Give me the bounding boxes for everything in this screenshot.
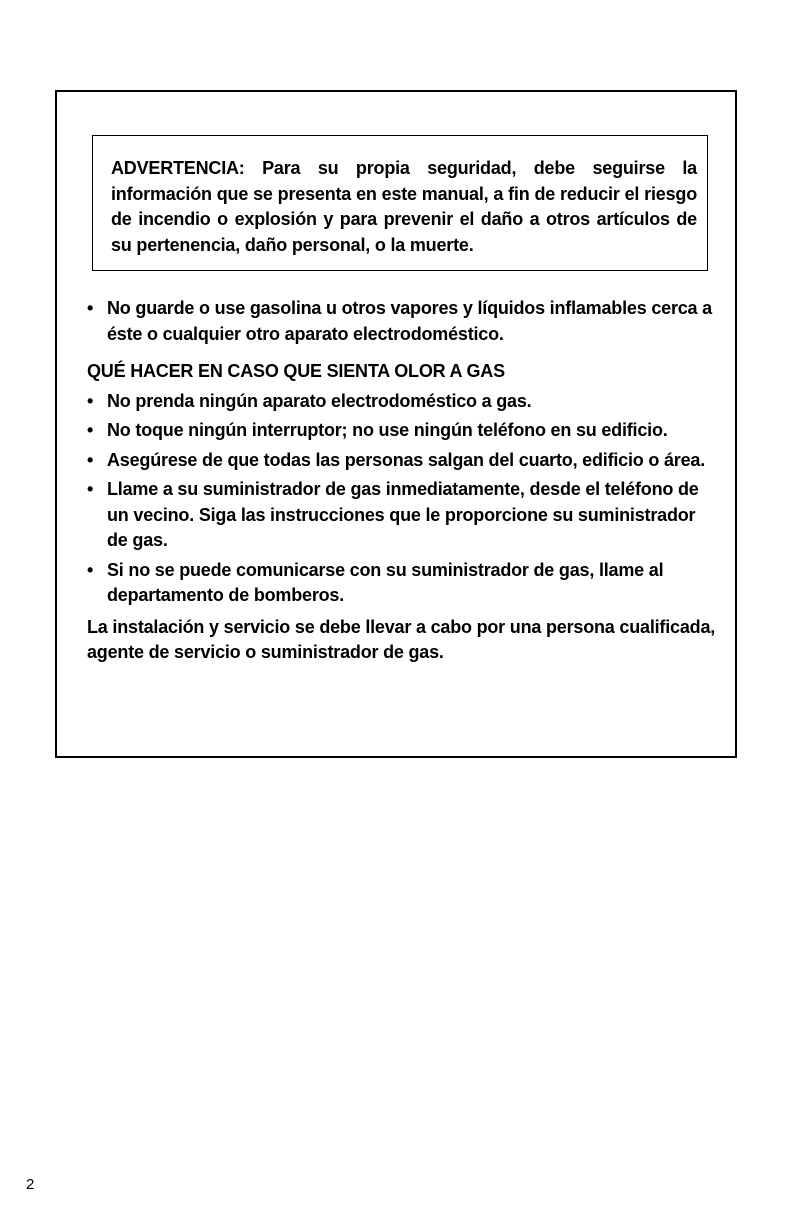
list-item: • No guarde o use gasolina u otros vapores y líquidos inflamables cerca a éste o cualquier otro aparato electrodoméstico. bbox=[87, 296, 717, 347]
gas-section-heading: QUÉ HACER EN CASO QUE SIENTA OLOR A GAS bbox=[87, 361, 505, 381]
warning-text: ADVERTENCIA: Para su propia seguridad, debe seguirse la información que se presenta en este manual, a fin de reducir el riesgo de incendio o explosión y para prevenir el daño a otros artículos de su pertenencia, daño personal, o la muerte. bbox=[111, 158, 697, 255]
page-number: 2 bbox=[26, 1176, 35, 1193]
safety-notice-box bbox=[55, 90, 737, 758]
list-item: • Asegúrese de que todas las personas salgan del cuarto, edificio o área. bbox=[87, 448, 717, 474]
installation-note: La instalación y servicio se debe llevar a cabo por una persona cualificada, agente de servicio o suministrador de gas. bbox=[87, 616, 716, 662]
warning-box bbox=[92, 135, 708, 271]
list-item: • No prenda ningún aparato electrodoméstico a gas. bbox=[87, 389, 717, 415]
list-item: • No toque ningún interruptor; no use ningún teléfono en su edificio. bbox=[87, 418, 717, 444]
list-item: • Si no se puede comunicarse con su suministrador de gas, llame al departamento de bomberos. bbox=[87, 558, 717, 609]
gas-bullet-list bbox=[87, 389, 717, 609]
intro-bullet-list bbox=[87, 296, 717, 347]
list-item: • Llame a su suministrador de gas inmediatamente, desde el teléfono de un vecino. Siga las instrucciones que le proporcione su suministrador de gas. bbox=[87, 477, 717, 554]
safety-content bbox=[87, 296, 717, 666]
